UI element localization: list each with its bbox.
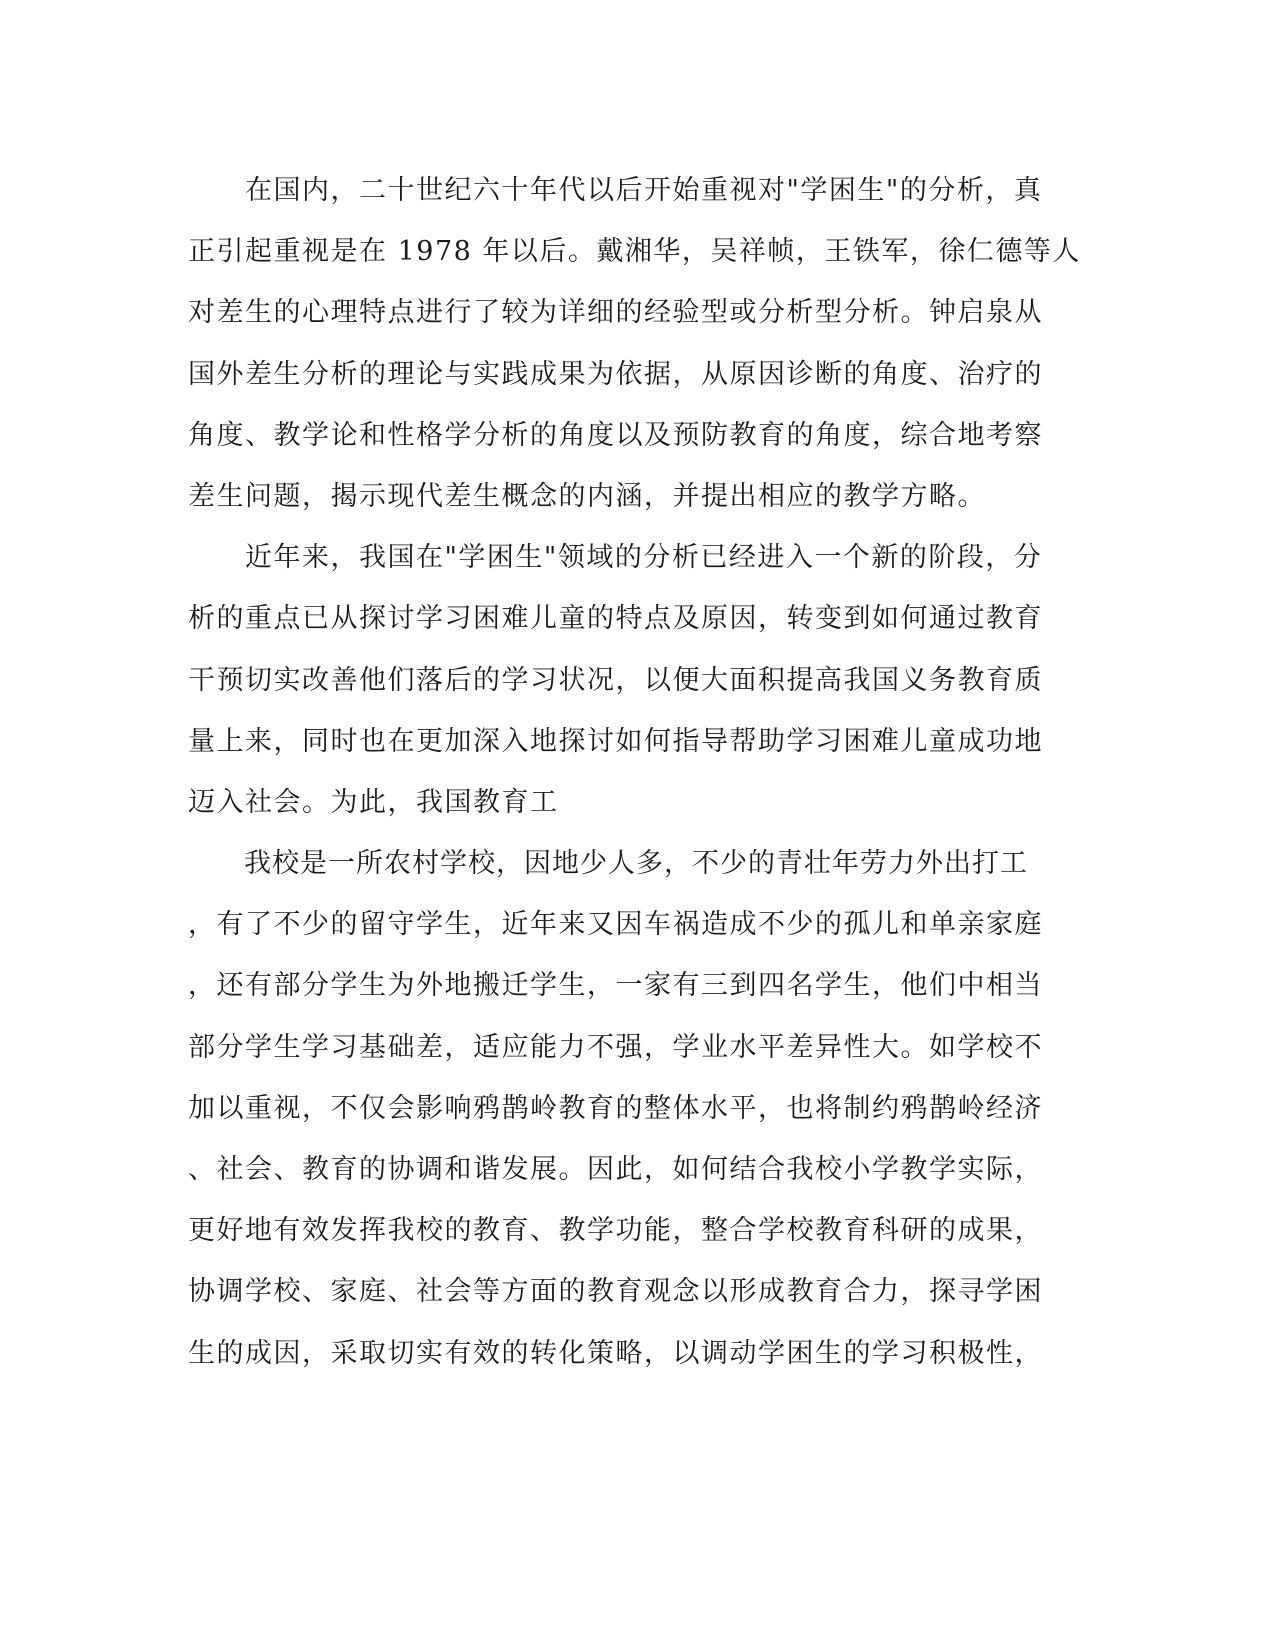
text-line: 迈入社会。为此，我国教育工 (188, 786, 559, 818)
text-line: ，还有部分学生为外地搬迁学生，一家有三到四名学生，他们中相当 (188, 970, 1043, 1002)
text-line: 在国内，二十世纪六十年代以后开始重视对"学困生"的分析，真 (188, 175, 1043, 206)
paragraph-2 (188, 527, 1068, 833)
text-line: 干预切实改善他们落后的学习状况，以便大面积提高我国义务教育质 (188, 664, 1043, 696)
text-line: 协调学校、家庭、社会等方面的教育观念以形成教育合力，探寻学困 (188, 1276, 1043, 1308)
text-line: 加以重视，不仅会影响鸦鹊岭教育的整体水平，也将制约鸦鹊岭经济 (188, 1092, 1043, 1124)
text-line: 我校是一所农村学校，因地少人多，不少的青壮年劳力外出打工 (188, 848, 1028, 880)
text-line: 生的成因，采取切实有效的转化策略，以调动学困生的学习积极性， (188, 1337, 1043, 1369)
document-body (188, 160, 1081, 1384)
text-line: 量上来，同时也在更加深入地探讨如何指导帮助学习困难儿童成功地 (188, 725, 1043, 757)
text-line: 角度、教学论和性格学分析的角度以及预防教育的角度，综合地考察 (188, 419, 1043, 451)
text-line: 国外差生分析的理论与实践成果为依据，从原因诊断的角度、治疗的 (188, 358, 1043, 390)
text-line: 近年来，我国在"学困生"领域的分析已经进入一个新的阶段，分 (188, 542, 1043, 574)
text-line: ，有了不少的留守学生，近年来又因车祸造成不少的孤儿和单亲家庭 (188, 909, 1043, 941)
text-line: 更好地有效发挥我校的教育、教学功能，整合学校教育科研的成果， (188, 1215, 1043, 1247)
text-line: 、社会、教育的协调和谐发展。因此，如何结合我校小学教学实际， (188, 1154, 1043, 1185)
paragraph-1 (188, 160, 1081, 527)
text-line: 部分学生学习基础差，适应能力不强，学业水平差异性大。如学校不 (188, 1031, 1043, 1063)
text-line: 对差生的心理特点进行了较为详细的经验型或分析型分析。钟启泉从 (188, 297, 1043, 329)
paragraph-3 (188, 833, 1068, 1384)
text-line: 差生问题，揭示现代差生概念的内涵，并提出相应的教学方略。 (188, 480, 986, 512)
text-line: 正引起重视是在 1978 年以后。戴湘华，吴祥帧，王铁军，徐仁德等人 (188, 236, 1081, 268)
text-line: 析的重点已从探讨学习困难儿童的特点及原因，转变到如何通过教育 (188, 603, 1043, 635)
